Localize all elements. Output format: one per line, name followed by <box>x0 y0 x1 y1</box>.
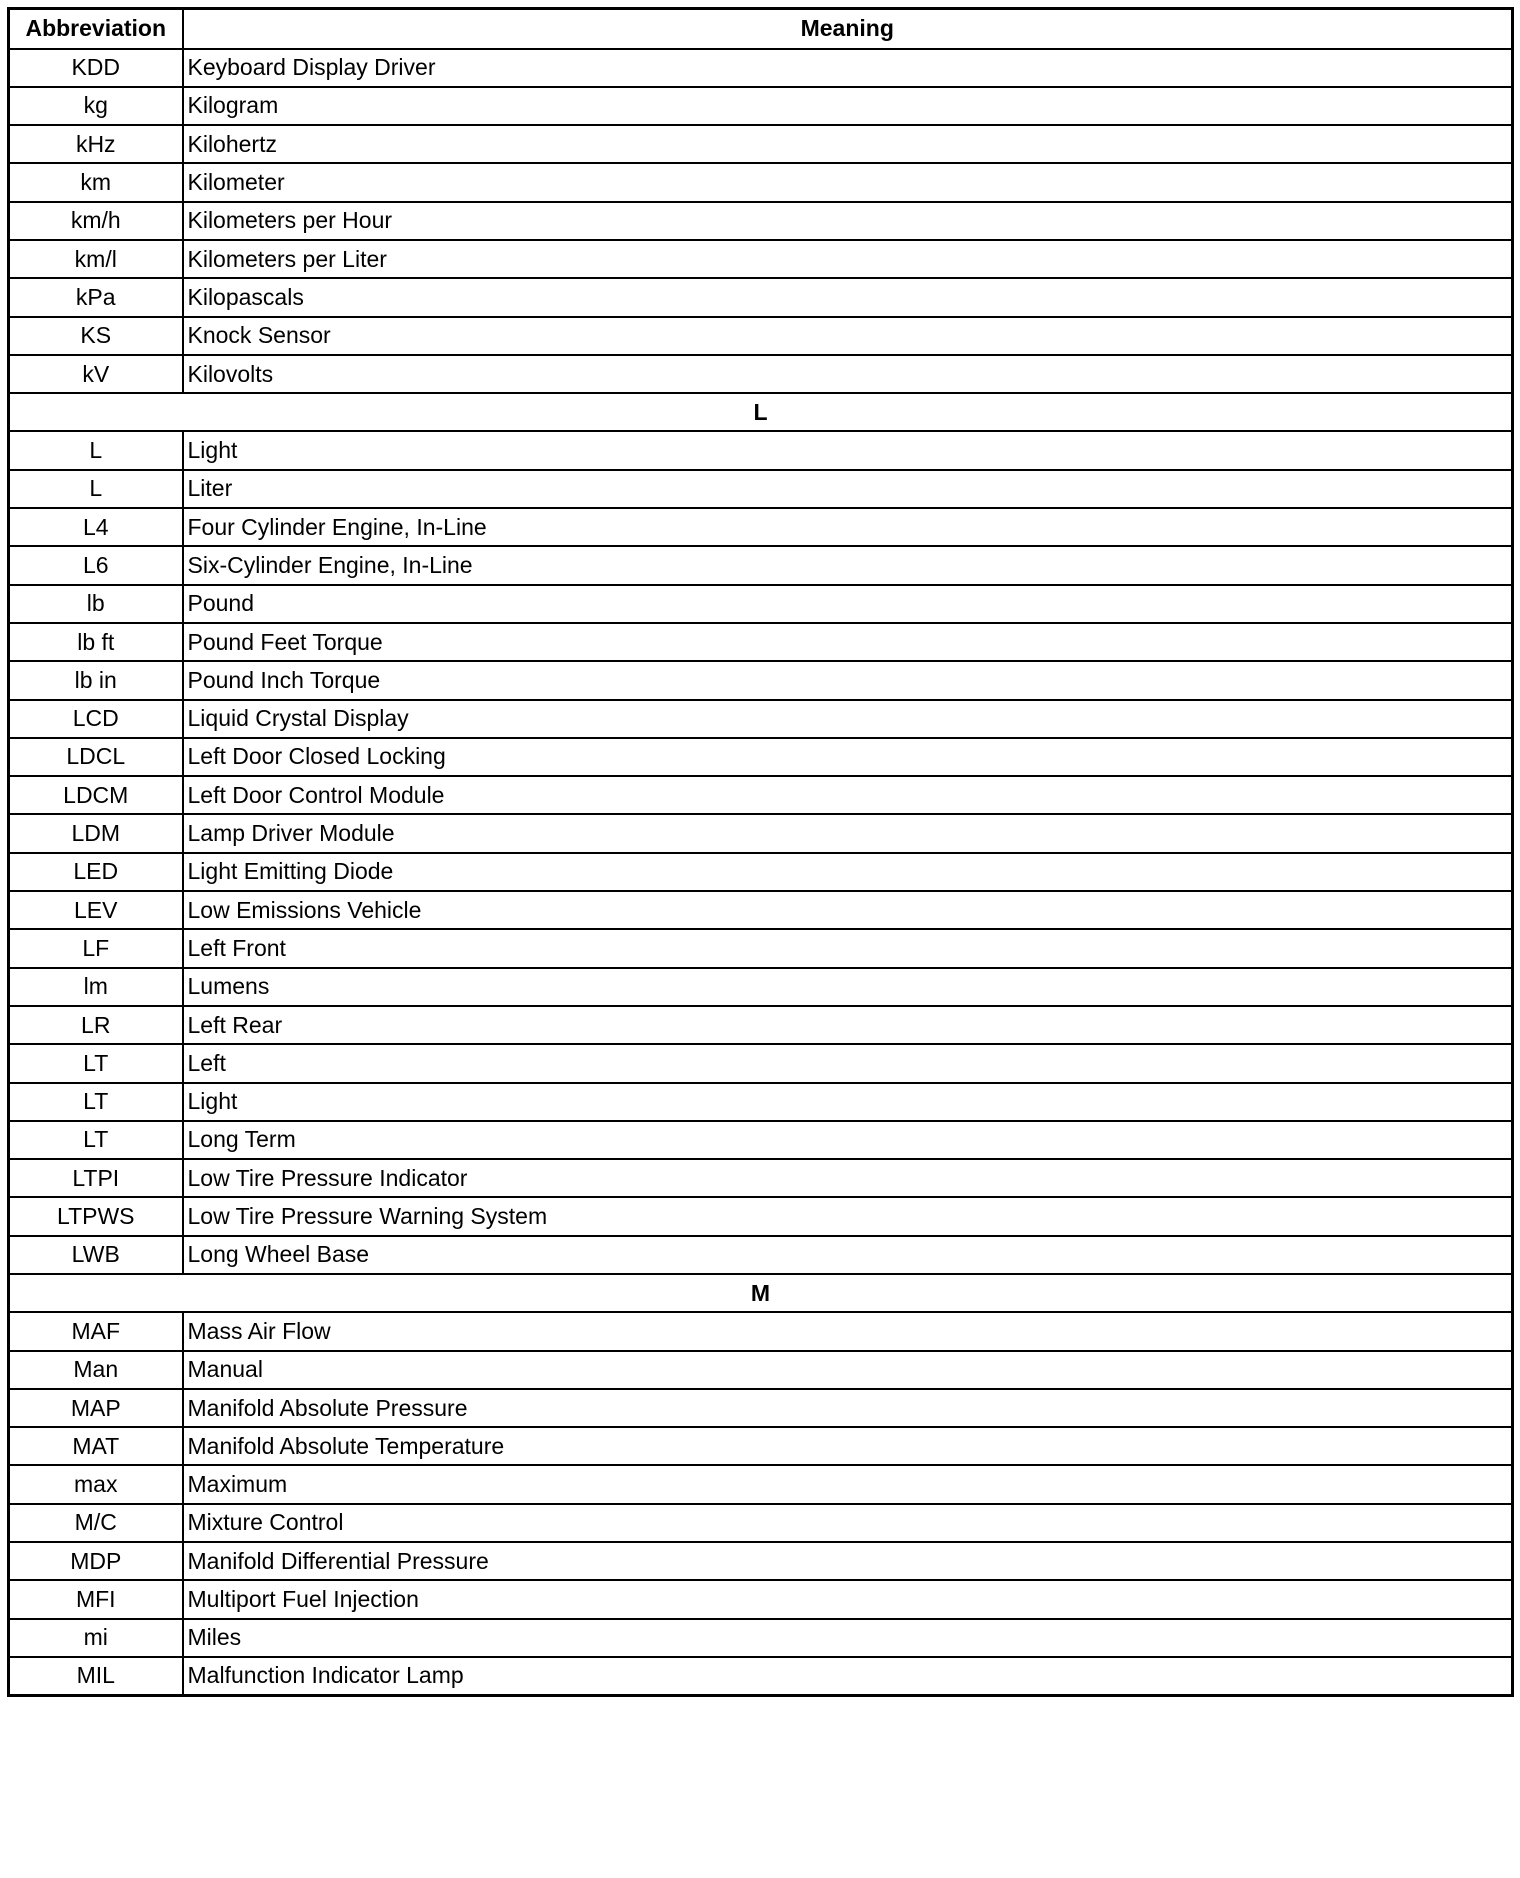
table-row <box>9 546 1513 584</box>
table-row <box>9 661 1513 699</box>
abbreviation-cell: kHz <box>9 125 183 163</box>
table-row <box>9 968 1513 1006</box>
abbreviation-cell: MAP <box>9 1389 183 1427</box>
table-row <box>9 1006 1513 1044</box>
meaning-cell: Low Tire Pressure Warning System <box>183 1197 1513 1235</box>
abbreviation-cell: LED <box>9 853 183 891</box>
meaning-cell: Manifold Absolute Pressure <box>183 1389 1513 1427</box>
table-body <box>9 49 1513 1696</box>
table-row <box>9 1159 1513 1197</box>
meaning-cell: Pound Feet Torque <box>183 623 1513 661</box>
meaning-cell: Kilogram <box>183 87 1513 125</box>
section-letter: L <box>9 393 1513 431</box>
table-row <box>9 1083 1513 1121</box>
abbreviation-cell: L6 <box>9 546 183 584</box>
table-row <box>9 929 1513 967</box>
meaning-cell: Long Term <box>183 1121 1513 1159</box>
meaning-cell: Light Emitting Diode <box>183 853 1513 891</box>
table-row <box>9 738 1513 776</box>
table-row <box>9 1542 1513 1580</box>
table-row <box>9 163 1513 201</box>
meaning-cell: Left Door Control Module <box>183 776 1513 814</box>
meaning-cell: Pound <box>183 585 1513 623</box>
table-row <box>9 1351 1513 1389</box>
meaning-cell: Kilohertz <box>183 125 1513 163</box>
table-row <box>9 814 1513 852</box>
meaning-cell: Pound Inch Torque <box>183 661 1513 699</box>
table-header-row <box>9 9 1513 49</box>
table-row <box>9 1504 1513 1542</box>
table-row <box>9 355 1513 393</box>
meaning-cell: Liquid Crystal Display <box>183 700 1513 738</box>
abbreviation-cell: M/C <box>9 1504 183 1542</box>
meaning-cell: Liter <box>183 470 1513 508</box>
table-row <box>9 1465 1513 1503</box>
abbreviation-cell: MDP <box>9 1542 183 1580</box>
abbreviation-cell: MAF <box>9 1312 183 1350</box>
abbreviation-cell: km/h <box>9 202 183 240</box>
abbreviation-cell: MIL <box>9 1657 183 1695</box>
abbreviation-cell: LWB <box>9 1236 183 1274</box>
abbreviation-cell: KS <box>9 317 183 355</box>
abbreviation-cell: Man <box>9 1351 183 1389</box>
meaning-cell: Kilopascals <box>183 278 1513 316</box>
abbreviation-cell: LT <box>9 1044 183 1082</box>
section-heading-row <box>9 393 1513 431</box>
meaning-column-header: Meaning <box>183 9 1513 49</box>
table-row <box>9 240 1513 278</box>
abbreviation-cell: max <box>9 1465 183 1503</box>
table-row <box>9 1044 1513 1082</box>
abbreviation-cell: lm <box>9 968 183 1006</box>
abbreviation-cell: LEV <box>9 891 183 929</box>
meaning-cell: Manual <box>183 1351 1513 1389</box>
abbreviation-cell: km <box>9 163 183 201</box>
table-row <box>9 431 1513 469</box>
abbreviation-cell: LT <box>9 1121 183 1159</box>
meaning-cell: Mixture Control <box>183 1504 1513 1542</box>
abbreviations-table <box>7 7 1514 1697</box>
table-row <box>9 1236 1513 1274</box>
table-row <box>9 508 1513 546</box>
meaning-cell: Left Rear <box>183 1006 1513 1044</box>
abbreviation-cell: km/l <box>9 240 183 278</box>
meaning-cell: Light <box>183 1083 1513 1121</box>
table-row <box>9 278 1513 316</box>
table-row <box>9 1312 1513 1350</box>
table-row <box>9 1657 1513 1695</box>
meaning-cell: Lamp Driver Module <box>183 814 1513 852</box>
abbreviation-cell: LTPI <box>9 1159 183 1197</box>
meaning-cell: Four Cylinder Engine, In-Line <box>183 508 1513 546</box>
table-row <box>9 1389 1513 1427</box>
meaning-cell: Kilovolts <box>183 355 1513 393</box>
meaning-cell: Manifold Absolute Temperature <box>183 1427 1513 1465</box>
abbreviation-cell: MFI <box>9 1580 183 1618</box>
meaning-cell: Left <box>183 1044 1513 1082</box>
table-row <box>9 1121 1513 1159</box>
meaning-cell: Kilometers per Hour <box>183 202 1513 240</box>
abbreviation-cell: L <box>9 470 183 508</box>
abbreviation-cell: LTPWS <box>9 1197 183 1235</box>
table-row <box>9 853 1513 891</box>
meaning-cell: Lumens <box>183 968 1513 1006</box>
abbreviation-cell: LDM <box>9 814 183 852</box>
meaning-cell: Long Wheel Base <box>183 1236 1513 1274</box>
table-row <box>9 470 1513 508</box>
abbreviation-cell: LDCM <box>9 776 183 814</box>
meaning-cell: Left Door Closed Locking <box>183 738 1513 776</box>
table-row <box>9 700 1513 738</box>
meaning-cell: Kilometers per Liter <box>183 240 1513 278</box>
abbreviation-cell: lb ft <box>9 623 183 661</box>
abbreviation-cell: L <box>9 431 183 469</box>
meaning-cell: Kilometer <box>183 163 1513 201</box>
table-row <box>9 623 1513 661</box>
abbreviation-cell: LR <box>9 1006 183 1044</box>
abbreviation-cell: kPa <box>9 278 183 316</box>
table-row <box>9 125 1513 163</box>
table-row <box>9 87 1513 125</box>
table-row <box>9 49 1513 87</box>
meaning-cell: Keyboard Display Driver <box>183 49 1513 87</box>
abbreviation-cell: LCD <box>9 700 183 738</box>
meaning-cell: Malfunction Indicator Lamp <box>183 1657 1513 1695</box>
abbreviation-cell: lb in <box>9 661 183 699</box>
abbreviation-cell: LT <box>9 1083 183 1121</box>
table-row <box>9 585 1513 623</box>
meaning-cell: Miles <box>183 1619 1513 1657</box>
abbreviation-cell: KDD <box>9 49 183 87</box>
meaning-cell: Multiport Fuel Injection <box>183 1580 1513 1618</box>
abbreviation-cell: kg <box>9 87 183 125</box>
abbreviation-cell: L4 <box>9 508 183 546</box>
table-row <box>9 1580 1513 1618</box>
meaning-cell: Low Emissions Vehicle <box>183 891 1513 929</box>
meaning-cell: Light <box>183 431 1513 469</box>
abbreviation-cell: MAT <box>9 1427 183 1465</box>
meaning-cell: Maximum <box>183 1465 1513 1503</box>
abbreviation-cell: mi <box>9 1619 183 1657</box>
table-row <box>9 202 1513 240</box>
table-row <box>9 1619 1513 1657</box>
table-row <box>9 776 1513 814</box>
meaning-cell: Manifold Differential Pressure <box>183 1542 1513 1580</box>
meaning-cell: Six-Cylinder Engine, In-Line <box>183 546 1513 584</box>
section-heading-row <box>9 1274 1513 1312</box>
table-row <box>9 891 1513 929</box>
table-row <box>9 1197 1513 1235</box>
abbreviation-cell: kV <box>9 355 183 393</box>
table-row <box>9 317 1513 355</box>
abbreviation-cell: lb <box>9 585 183 623</box>
meaning-cell: Low Tire Pressure Indicator <box>183 1159 1513 1197</box>
meaning-cell: Mass Air Flow <box>183 1312 1513 1350</box>
table-row <box>9 1427 1513 1465</box>
meaning-cell: Left Front <box>183 929 1513 967</box>
abbreviation-cell: LF <box>9 929 183 967</box>
section-letter: M <box>9 1274 1513 1312</box>
meaning-cell: Knock Sensor <box>183 317 1513 355</box>
abbreviation-column-header: Abbreviation <box>9 9 183 49</box>
abbreviation-cell: LDCL <box>9 738 183 776</box>
